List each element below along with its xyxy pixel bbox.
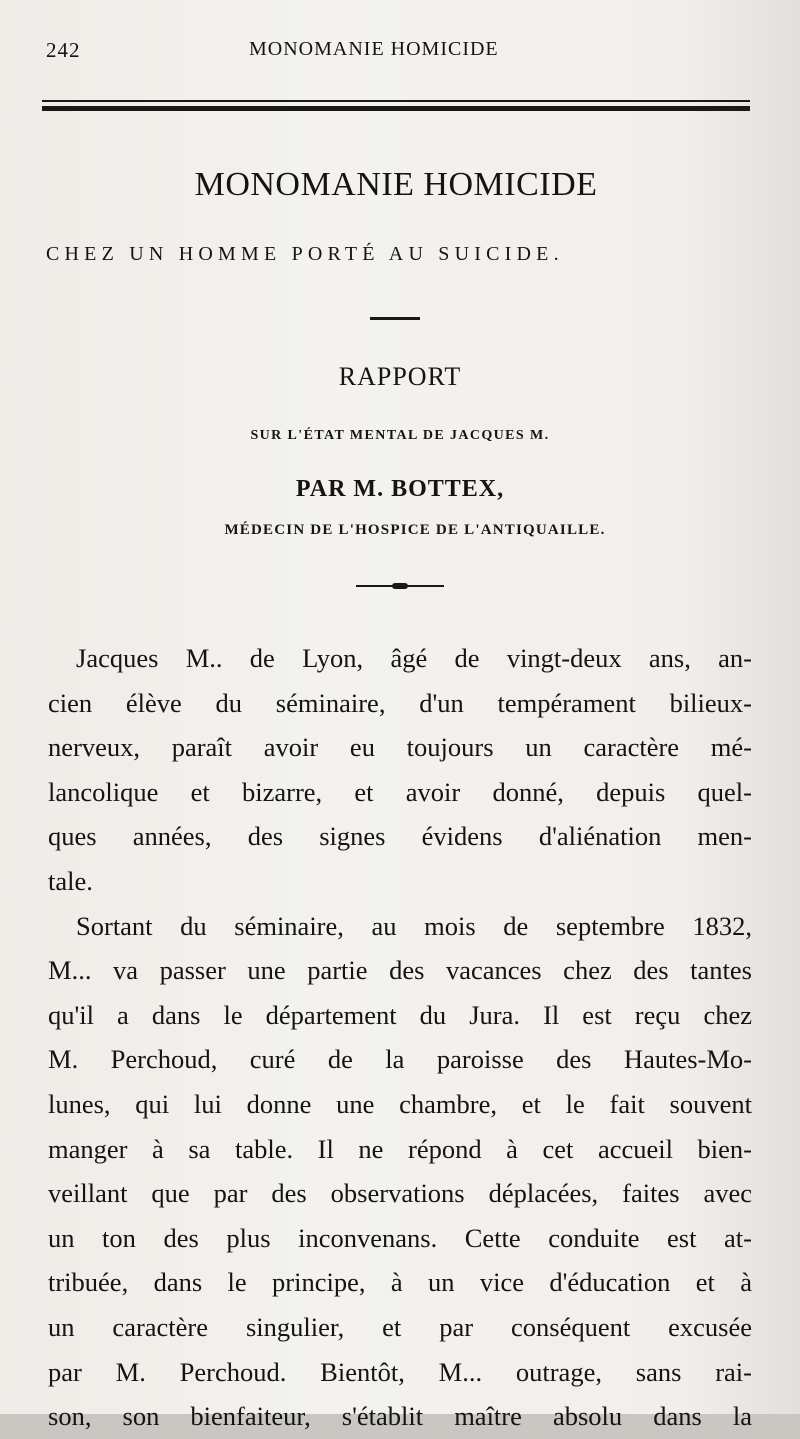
text-line: un caractère singulier, et par conséquent excusée (48, 1311, 752, 1342)
header-rule-thin (42, 100, 750, 102)
text-line: nerveux, paraît avoir eu toujours un caractère mé- (48, 732, 752, 763)
text-line: tale. (48, 865, 93, 896)
running-header (46, 38, 750, 74)
article-subtitle: CHEZ UN HOMME PORTÉ AU SUICIDE. (46, 243, 564, 265)
running-title: MONOMANIE HOMICIDE (249, 38, 499, 60)
paragraph-1 (48, 636, 752, 904)
text-line: veillant que par des observations déplacées, faites avec (48, 1178, 752, 1209)
paragraph-2 (48, 904, 752, 1439)
report-subject: SUR L'ÉTAT MENTAL DE JACQUES M. (250, 428, 550, 443)
report-author: PAR M. BOTTEX, (295, 476, 505, 502)
section-divider (370, 317, 420, 320)
text-line: Jacques M.. de Lyon, âgé de vingt-deux ans, an- (76, 643, 752, 673)
text-line: M. Perchoud, curé de la paroisse des Hautes-Mo- (48, 1044, 752, 1075)
article-title: MONOMANIE HOMICIDE (194, 166, 598, 203)
text-line: son, son bienfaiteur, s'établit maître absolu dans la (48, 1401, 752, 1432)
text-line: Sortant du séminaire, au mois de septembre 1832, (76, 910, 752, 941)
text-line: M... va passer une partie des vacances chez des tantes (48, 955, 752, 986)
text-line: manger à sa table. Il ne répond à cet accueil bien- (48, 1133, 752, 1164)
text-line: par M. Perchoud. Bientôt, M... outrage, sans rai- (48, 1356, 752, 1387)
text-line: lunes, qui lui donne une chambre, et le fait souvent (48, 1088, 752, 1119)
ornament-knot (392, 583, 408, 589)
text-line: lancolique et bizarre, et avoir donné, depuis quel- (48, 776, 752, 807)
ornament-divider (356, 583, 444, 589)
text-line: qu'il a dans le département du Jura. Il est reçu chez (48, 999, 752, 1030)
report-heading: RAPPORT (338, 362, 462, 391)
body-text (48, 636, 752, 1439)
header-rule (42, 100, 750, 114)
text-line: un ton des plus inconvenans. Cette conduite est at- (48, 1222, 752, 1253)
page-number: 242 (46, 38, 81, 62)
header-rule-thick (42, 106, 750, 111)
author-role: MÉDECIN DE L'HOSPICE DE L'ANTIQUAILLE. (224, 522, 606, 538)
text-line: tribuée, dans le principe, à un vice d'éducation et à (48, 1267, 752, 1298)
text-line: cien élève du séminaire, d'un tempérament bilieux- (48, 687, 752, 718)
text-line: ques années, des signes évidens d'aliénation men- (48, 821, 752, 852)
